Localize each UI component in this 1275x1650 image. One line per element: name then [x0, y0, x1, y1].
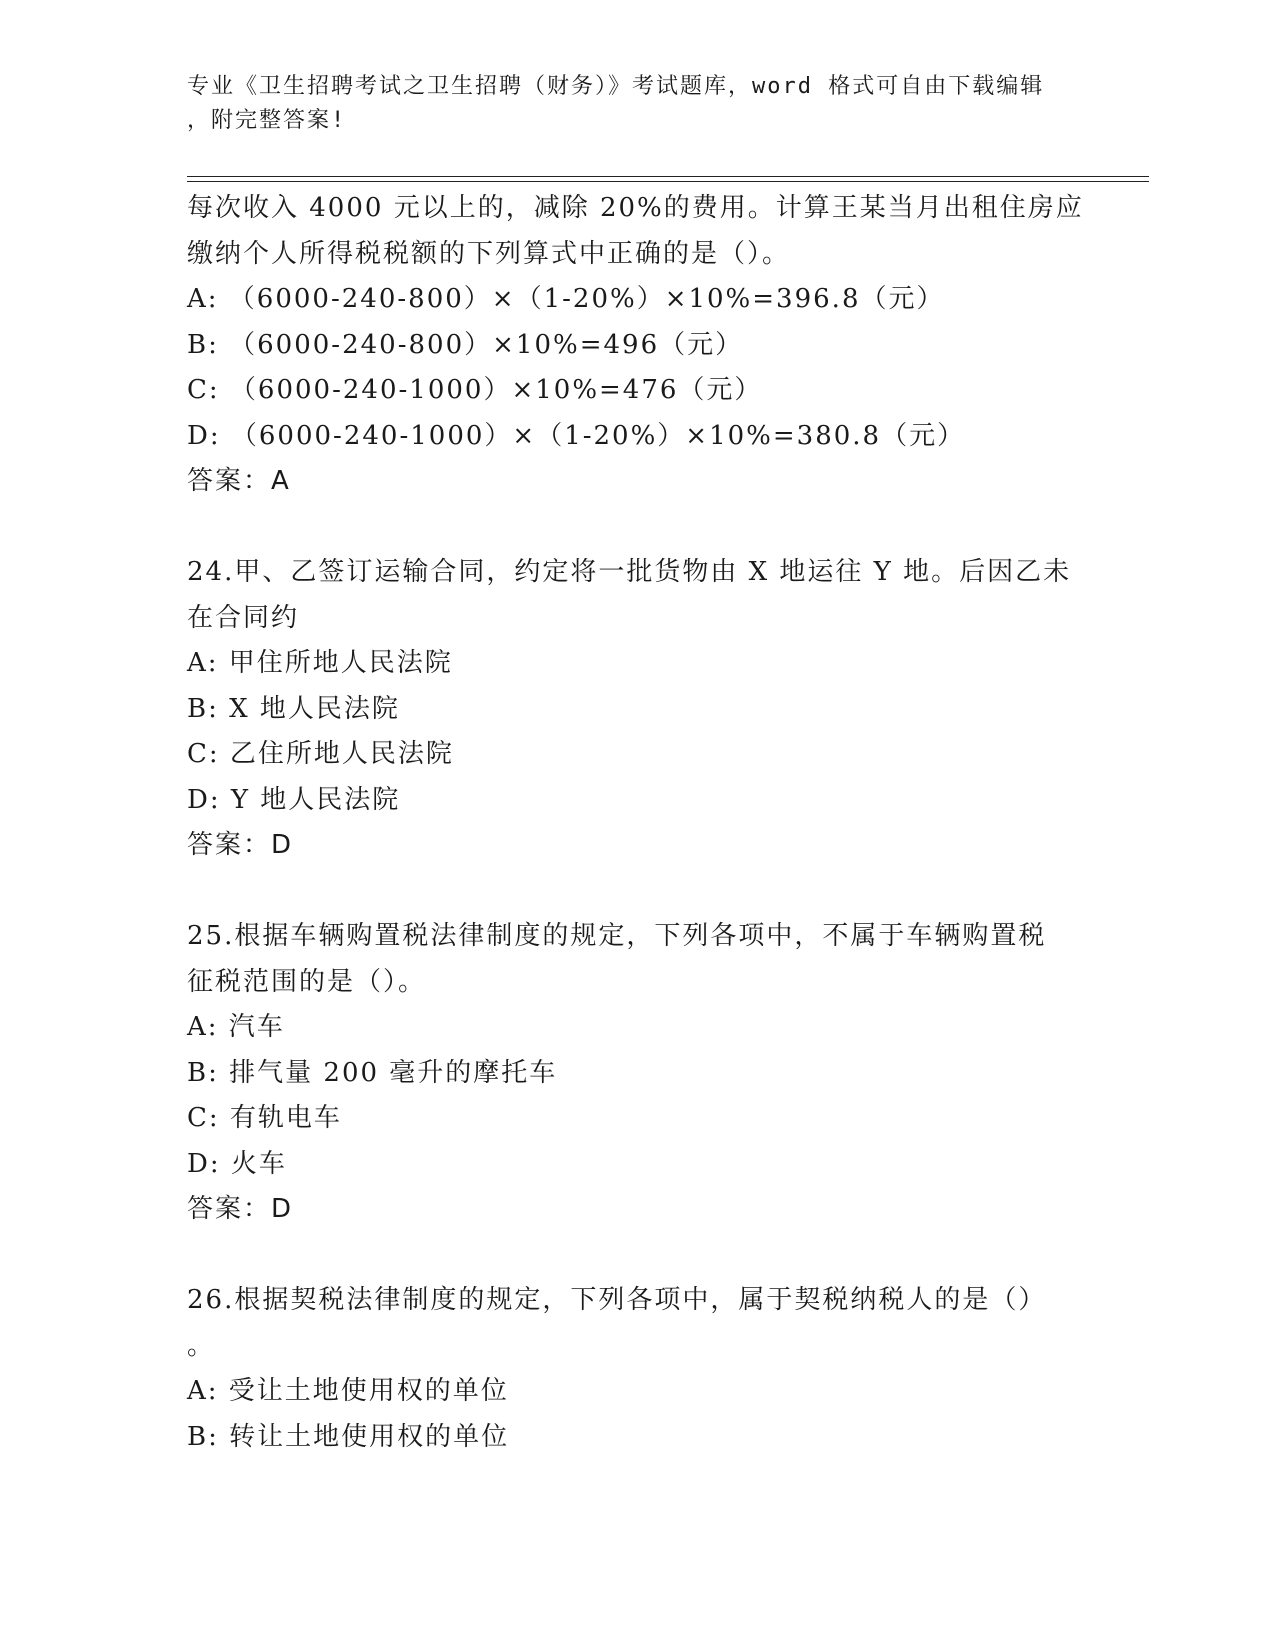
option-a: A: 汽车	[187, 1012, 285, 1042]
header-line-1: 专业《卫生招聘考试之卫生招聘（财务）》考试题库，word 格式可自由下载编辑	[187, 74, 1045, 99]
header-divider-bottom	[187, 181, 1149, 182]
option-d: D: Y 地人民法院	[187, 784, 401, 815]
option-c: C: 有轨电车	[187, 1103, 342, 1133]
option-b: B: 排气量 200 毫升的摩托车	[187, 1057, 558, 1088]
question-stem: 26.根据契税法律制度的规定，下列各项中，属于契税纳税人的是（）	[187, 1285, 1047, 1315]
question-list	[187, 186, 1084, 1460]
option-d: D: 火车	[187, 1148, 287, 1179]
question-23	[187, 186, 1084, 505]
option-c: C: 乙住所地人民法院	[187, 739, 454, 769]
question-stem: 每次收入 4000 元以上的，减除 20%的费用。计算王某当月出租住房应	[187, 193, 1084, 223]
option-b: B: （6000-240-800）×10%=496（元）	[187, 329, 744, 360]
answer-label: 答案：D	[187, 830, 294, 860]
question-spacer	[187, 505, 1067, 551]
question-spacer	[187, 1233, 1067, 1279]
answer-label: 答案：A	[187, 466, 291, 496]
question-stem: 征税范围的是（）。	[187, 966, 427, 997]
option-a: A: 受让土地使用权的单位	[187, 1376, 509, 1406]
header-line-2: ，附完整答案!	[187, 108, 347, 133]
option-d: D: （6000-240-1000）×（1-20%）×10%=380.8（元）	[187, 420, 966, 451]
question-25	[187, 914, 1067, 1233]
question-stem: 。	[187, 1330, 216, 1361]
option-a: A: 甲住所地人民法院	[187, 648, 453, 678]
answer-label: 答案：D	[187, 1194, 294, 1224]
option-c: C: （6000-240-1000）×10%=476（元）	[187, 375, 763, 405]
question-stem: 缴纳个人所得税税额的下列算式中正确的是（）。	[187, 238, 791, 269]
header-divider-top	[187, 176, 1149, 177]
question-26	[187, 1278, 1067, 1460]
option-b: B: 转让土地使用权的单位	[187, 1421, 510, 1452]
question-spacer	[187, 869, 1067, 915]
question-24	[187, 550, 1072, 869]
question-stem: 24.甲、乙签订运输合同，约定将一批货物由 X 地运往 Y 地。后因乙未	[187, 557, 1072, 587]
question-stem: 25.根据车辆购置税法律制度的规定，下列各项中，不属于车辆购置税	[187, 921, 1047, 951]
question-stem: 在合同约	[187, 602, 300, 633]
option-a: A: （6000-240-800）×（1-20%）×10%=396.8（元）	[187, 284, 945, 314]
document-header	[187, 70, 1067, 138]
option-b: B: X 地人民法院	[187, 693, 400, 724]
